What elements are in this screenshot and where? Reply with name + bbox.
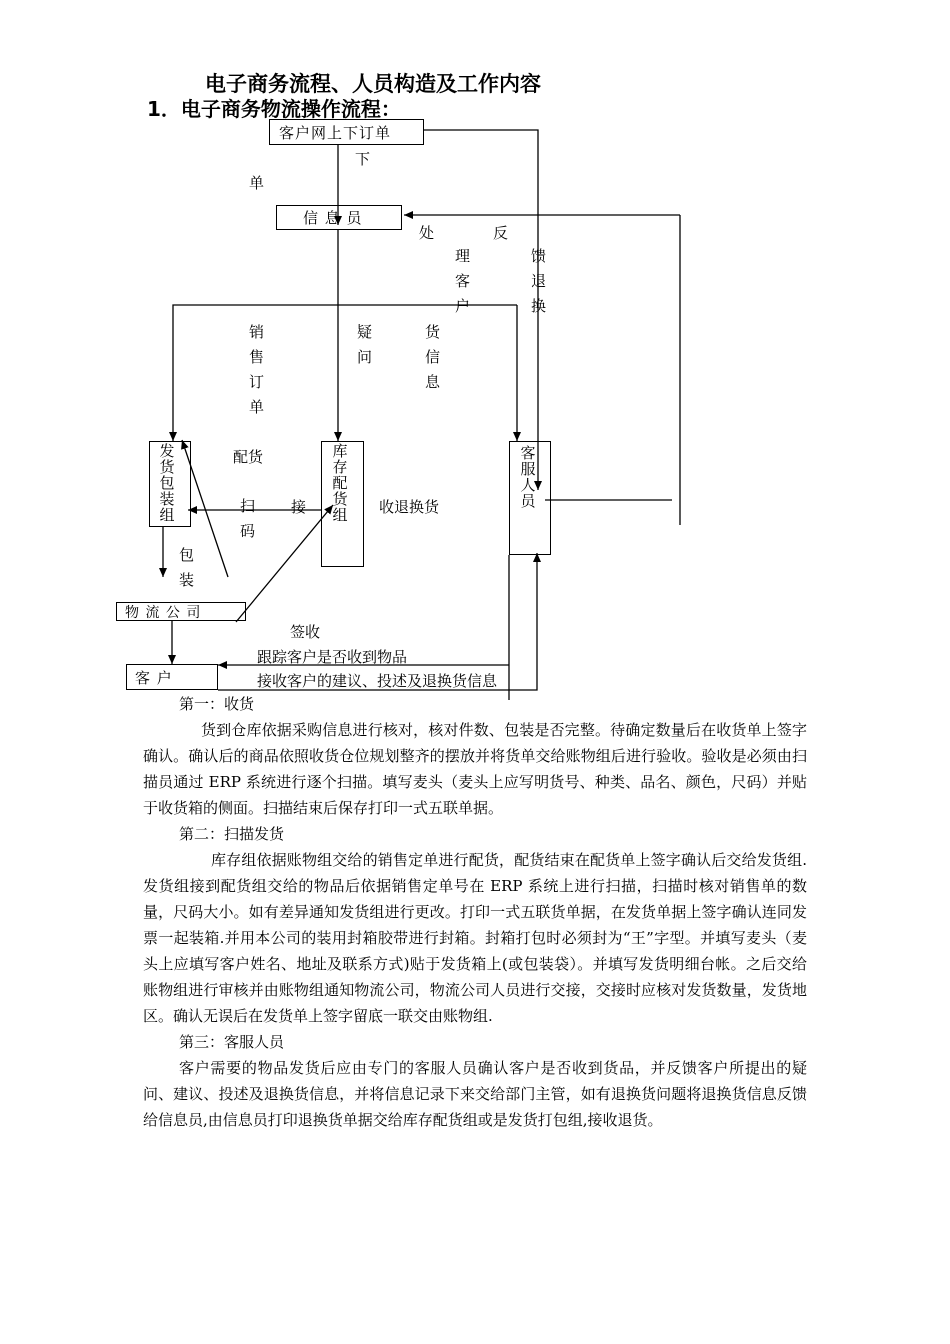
section-heading: 1．电子商务物流操作流程： <box>147 97 401 121</box>
label-scan: 扫 码 <box>240 497 256 540</box>
label-sales-order: 销 售 订 单 <box>249 323 265 416</box>
label-track: 跟踪客户是否收到物品 <box>257 648 408 666</box>
arrow-order-to-service <box>424 130 538 490</box>
label-chu: 处 <box>419 224 435 242</box>
section-2-title: 第二：扫描发货 <box>179 825 285 843</box>
label-fan: 反 <box>493 224 509 242</box>
node-customer-service: 客 服 人 员 <box>509 441 551 555</box>
label-dan: 单 <box>249 174 265 192</box>
arrow-dist-to-pack <box>173 305 517 441</box>
label-accept: 接收客户的建议、投述及退换货信息 <box>257 672 498 690</box>
label-return-receive: 收退换货 <box>379 498 440 516</box>
node-pack-group: 发 货 包 装 组 <box>149 441 191 527</box>
label-xia: 下 <box>355 150 371 168</box>
section-1-title: 第一：收货 <box>179 695 255 713</box>
label-receive: 接 <box>291 498 307 516</box>
section-3-title: 第三：客服人员 <box>179 1033 285 1051</box>
node-logistics: 物 流 公 司 <box>116 602 246 621</box>
label-peihuo: 配货 <box>233 448 264 466</box>
label-goods-info: 货 信 息 <box>425 323 441 391</box>
node-info-clerk: 信 息 员 <box>276 205 402 230</box>
label-li-ke-hu: 理 客 户 <box>455 247 471 315</box>
section-1-body: 货到仓库依据采购信息进行核对，核对件数、包装是否完整。待确定数量后在收货单上签字确认。确认后的商品依照收货仓位规划整齐的摆放并将货单交给账物组后进行验收。验收是必须由扫描员通过 ERP 系统进行逐个扫描。填写麦头（麦头上应写明货号、种类、品名、颜色，尺码）并贴于收货箱的侧面。扫描结束后保存打印一式五联单据。 <box>143 721 807 817</box>
body-sections <box>143 691 807 1133</box>
label-pack: 包 装 <box>179 546 195 589</box>
document-title: 电子商务流程、人员构造及工作内容 <box>205 72 541 96</box>
label-question: 疑 问 <box>357 323 373 366</box>
node-customer-order: 客户网上下订单 <box>269 119 424 145</box>
section-2-body: 库存组依据账物组交给的销售定单进行配货，配货结束在配货单上签字确认后交给发货组.发货组接到配货组交给的物品后依据销售定单号在 ERP 系统上进行扫描，扫描时核对销售单的数量，尺码大小。如有差异通知发货组进行更改。打印一式五联货单据，在发货单据上签字确认连同发票一起装箱.并用本公司的装用封箱胶带进行封箱。封箱打包时必须封为“王”字型。并填写麦头（麦头上应填写客户姓名、地址及联系方式)贴于发货箱上(或包装袋）。并填写发货明细台帐。之后交给账物组进行审核并由账物组通知物流公司，物流公司人员进行交接，交接时应核对发货数量，发货地区。确认无误后在发货单上签字留底一联交由账物组. <box>143 851 807 1025</box>
node-customer: 客 户 <box>126 664 218 690</box>
label-kui-tui-huan: 馈 退 换 <box>531 247 547 315</box>
section-3-body: 客户需要的物品发货后应由专门的客服人员确认客户是否收到货品，并反馈客户所提出的疑问、建议、投述及退换货信息，并将信息记录下来交给部门主管，如有退换货问题将退换货信息反馈给信息员,由信息员打印退换货单据交给库存配货组或是发货打包组,接收退货。 <box>143 1059 807 1129</box>
label-sign: 签收 <box>290 623 321 641</box>
node-stock-group: 库 存 配 货 组 <box>321 441 364 567</box>
